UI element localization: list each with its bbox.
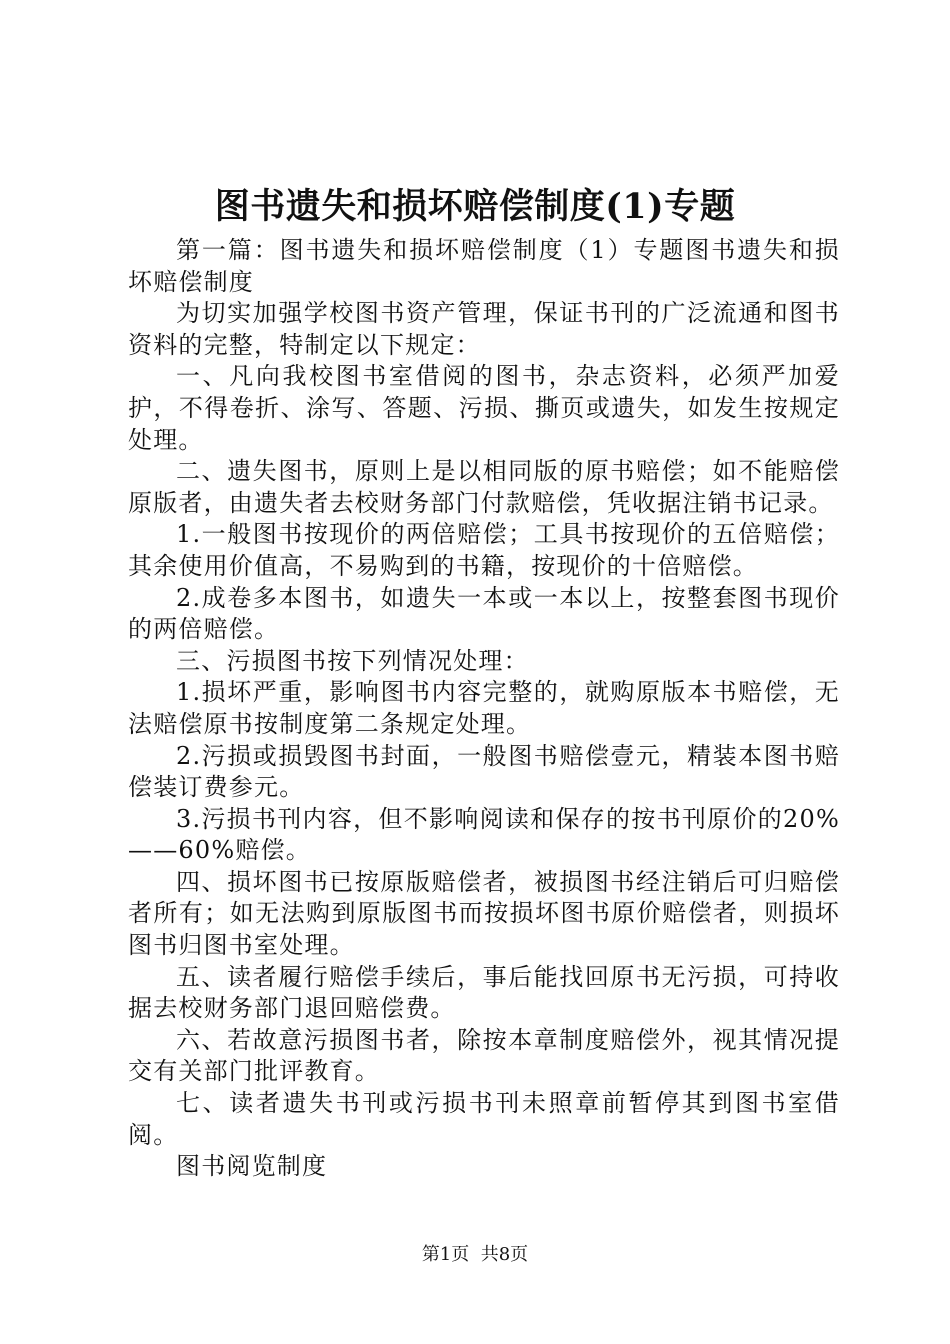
paragraph-section-heading: 图书阅览制度	[176, 1152, 328, 1181]
paragraph-rule-5: 五、读者履行赔偿手续后，事后能找回原书无污损，可持收据去校财务部门退回赔偿费。	[128, 962, 840, 1023]
paragraph-rule-7: 七、读者遗失书刊或污损书刊未照章前暂停其到图书室借阅。	[128, 1089, 840, 1149]
page-total: 共8页	[480, 1244, 529, 1265]
paragraph-rule-3-item-2: 2.污损或损毁图书封面，一般图书赔偿壹元，精装本图书赔偿装订费参元。	[128, 741, 840, 802]
paragraph-rule-1: 一、凡向我校图书室借阅的图书，杂志资料，必须严加爱护，不得卷折、涂写、答题、污损、撕页或遗失，如发生按规定处理。	[128, 362, 840, 454]
paragraph-rule-6: 六、若故意污损图书者，除按本章制度赔偿外，视其情况提交有关部门批评教育。	[128, 1025, 840, 1086]
paragraph-rule-2-item-1: 1.一般图书按现价的两倍赔偿；工具书按现价的五倍赔偿；其余使用价值高，不易购到的书籍，按现价的十倍赔偿。	[128, 520, 840, 580]
paragraph-rule-2-item-2: 2.成卷多本图书，如遗失一本或一本以上，按整套图书现价的两倍赔偿。	[128, 583, 840, 644]
paragraph-rule-4: 四、损坏图书已按原版赔偿者，被损图书经注销后可归赔偿者所有；如无法购到原版图书而按损坏图书原价赔偿者，则损坏图书归图书室处理。	[128, 867, 840, 960]
paragraph-rule-2: 二、遗失图书，原则上是以相同版的原书赔偿；如不能赔偿原版者，由遗失者去校财务部门付款赔偿，凭收据注销书记录。	[128, 457, 840, 517]
paragraph-rule-3: 三、污损图书按下列情况处理：	[176, 646, 529, 675]
document-title: 图书遗失和损坏赔偿制度(1)专题	[214, 186, 736, 227]
paragraph-rule-3-item-1: 1.损坏严重，影响图书内容完整的，就购原版本书赔偿，无法赔偿原书按制度第二条规定处理。	[128, 678, 840, 738]
paragraph-intro: 第一篇：图书遗失和损坏赔偿制度（1）专题图书遗失和损坏赔偿制度	[128, 236, 840, 296]
document-body	[128, 235, 840, 1183]
page-footer	[0, 1243, 950, 1267]
paragraph-purpose: 为切实加强学校图书资产管理，保证书刊的广泛流通和图书资料的完整，特制定以下规定：	[128, 299, 840, 359]
paragraph-rule-3-item-3: 3.污损书刊内容，但不影响阅读和保存的按书刊原价的20%——60%赔偿。	[128, 804, 840, 865]
page-number: 第1页	[421, 1244, 470, 1265]
